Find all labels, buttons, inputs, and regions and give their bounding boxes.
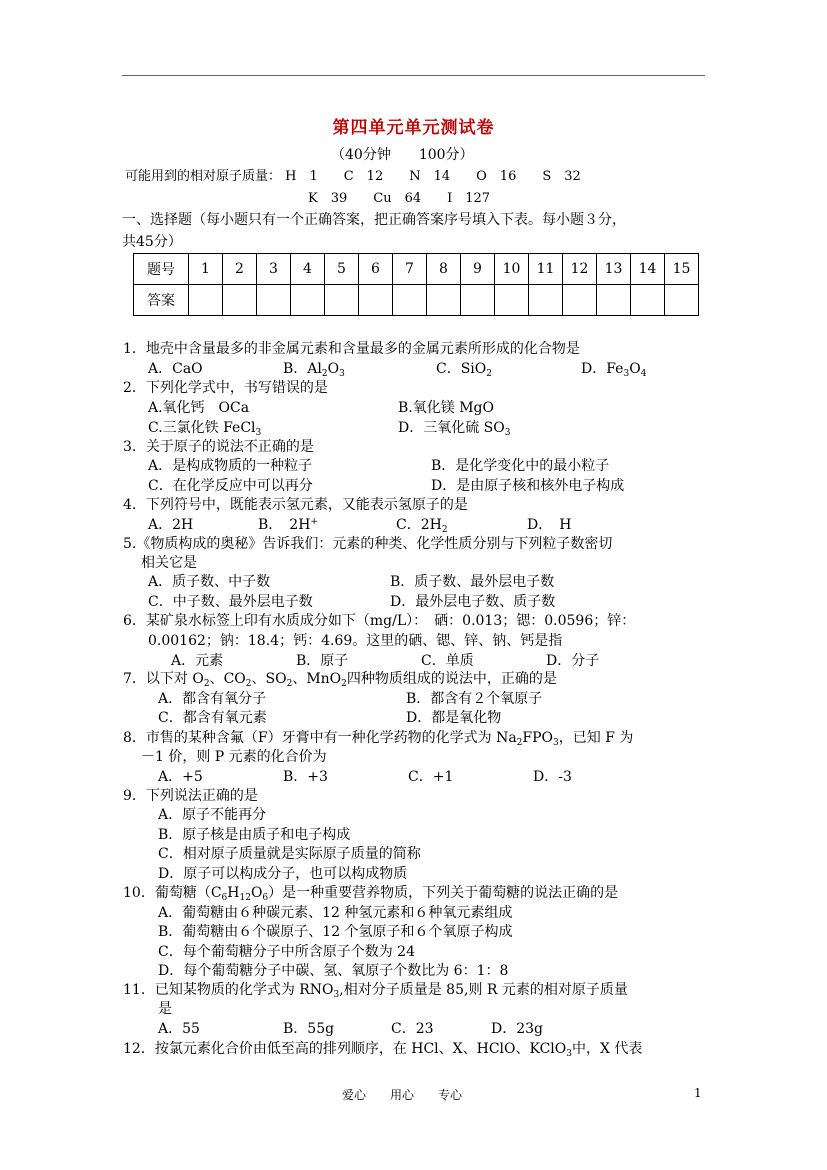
q6-option-a: A．元素 [171,653,224,669]
answer-cell[interactable] [529,285,563,316]
question-number: 8 [427,254,461,285]
question-number: 5 [325,254,359,285]
answer-table [133,253,699,316]
q1-option-b: B．$Al_2O_3$ [283,361,345,379]
row-label-answer: 答案 [134,285,189,316]
question-number: 11 [529,254,563,285]
q1-option-a: A．CaO [148,361,203,377]
q2-option-d: D．三氧化硫 $SO_3$ [398,420,511,438]
question-number: 10 [495,254,529,285]
question-9-stem: 9．下列说法正确的是 [123,788,258,804]
q10-option-b: B．葡萄糖由６个碳原子、12 个氢原子和６个氧原子构成 [158,924,513,940]
question-12-stem: 12．按氯元素化合价由低至高的排列顺序，在 HCl、X、HClO、KClO$_3$中，X 代表 [123,1041,643,1059]
q9-option-c: C．相对原子质量就是实际原子质量的简称 [158,846,421,862]
answer-cell[interactable] [393,285,427,316]
answer-cell[interactable] [631,285,665,316]
question-10-stem: 10．葡萄糖$(C_6H_{12}O_6)$是一种重要营养物质，下列关于葡萄糖的说法正确的是 [123,885,619,903]
section1-heading: 一、选择题（每小题只有一个正确答案，把正确答案序号填入下表。每小题３分， [122,212,626,228]
q3-option-a: A．是构成物质的一种粒子 [148,458,313,474]
q4-option-d: D． H [527,517,572,533]
question-number: 4 [291,254,325,285]
q4-option-a: A．2H [148,517,194,533]
question-number: 12 [563,254,597,285]
footer-motto: 爱心 用心 专心 [342,1088,463,1102]
q7-option-b: B．都含有２个氧原子 [406,691,543,707]
answer-cell[interactable] [291,285,325,316]
q5-option-b: B．质子数、最外层电子数 [390,574,555,590]
answer-cell[interactable] [597,285,631,316]
answer-cell[interactable] [563,285,597,316]
subtitle: （40分钟 100分） [331,147,474,163]
question-6-stem: 6．某矿泉水标签上印有水质成分如下（mg/L）： 硒：0.013；锶：0.0596；锌： [123,613,636,629]
answer-table-answer-row [134,285,699,316]
question-8-stem-cont: －1 价，则 P 元素的化合价为 [141,749,327,765]
q10-option-d: D．每个葡萄糖分子中碳、氢、氧原子个数比为 6：1：8 [158,963,509,979]
q5-option-a: A．质子数、中子数 [148,574,271,590]
q5-option-c: C．中子数、最外层电子数 [148,594,313,610]
answer-cell[interactable] [427,285,461,316]
question-number: 3 [257,254,291,285]
answer-cell[interactable] [359,285,393,316]
page-number: 1 [694,1086,702,1100]
q8-option-c: C．+1 [408,769,454,785]
q11-option-a: A．55 [158,1021,200,1037]
q3-option-b: B．是化学变化中的最小粒子 [431,458,610,474]
question-number: 2 [223,254,257,285]
answer-cell[interactable] [665,285,699,316]
question-number: 6 [359,254,393,285]
question-number: 13 [597,254,631,285]
question-4-stem: 4．下列符号中，既能表示氢元素，又能表示氢原子的是 [123,497,468,513]
question-5-stem-cont: 相关它是 [141,555,197,571]
question-11-stem: 11．已知某物质的化学式为 $RNO_3$,相对分子质量是 85,则 R 元素的相对原子质量 [123,982,628,1000]
question-11-stem-cont: 是 [158,1001,172,1017]
q9-option-d: D．原子可以构成分子，也可以构成物质 [158,866,408,882]
answer-cell[interactable] [495,285,529,316]
q2-option-b: B.氧化镁 MgO [398,400,494,416]
q8-option-d: D．-3 [533,769,572,785]
answer-cell[interactable] [223,285,257,316]
atomic-masses-line1: 可能用到的相对原子质量： H 1 C 12 N 14 O 16 S 32 [125,169,581,184]
question-8-stem: 8．市售的某种含氟（F）牙膏中有一种化学药物的化学式为 $Na_2FPO_3$，已知 F 为 [123,730,634,748]
q4-option-b: B． 2H+ [258,517,318,533]
question-number: 14 [631,254,665,285]
q1-option-d: D．$Fe_3O_4$ [581,361,647,379]
page-title: 第四单元单元测试卷 [332,118,495,138]
answer-cell[interactable] [325,285,359,316]
question-7-stem: 7．以下对 $O_2$、$CO_2$、$SO_2$、MnO$_2$四种物质组成的说法中，正确的是 [123,671,557,689]
q11-option-c: C．23 [391,1021,434,1037]
q3-option-d: D．是由原子核和核外电子构成 [431,478,625,494]
question-3-stem: 3．关于原子的说法不正确的是 [123,439,314,455]
q8-option-a: A．+5 [158,769,203,785]
q4-option-c: C．$2H_2$ [396,517,448,535]
q5-option-d: D．最外层电子数、质子数 [390,594,556,610]
q1-option-c: C．SiO$_2$ [436,361,492,379]
answer-cell[interactable] [461,285,495,316]
answer-cell[interactable] [189,285,223,316]
q10-option-a: A．葡萄糖由６种碳元素、12 种氢元素和６种氧元素组成 [158,905,513,921]
q11-option-d: D．23g [491,1021,544,1037]
row-label-number: 题号 [134,254,189,285]
q9-option-b: B．原子核是由质子和电子构成 [158,827,351,843]
question-1-stem: 1．地壳中含量最多的非金属元素和含量最多的金属元素所形成的化合物是 [123,341,580,357]
question-number: 1 [189,254,223,285]
q3-option-c: C．在化学反应中可以再分 [148,478,313,494]
q11-option-b: B．55g [283,1021,335,1037]
section1-heading-cont: 共45分） [122,234,182,250]
q9-option-a: A．原子不能再分 [158,807,267,823]
q7-option-c: C．都含有氧元素 [158,710,267,726]
q6-option-d: D．分子 [546,653,600,669]
question-2-stem: 2．下列化学式中，书写错误的是 [123,380,328,396]
question-number: 15 [665,254,699,285]
q6-option-c: C．单质 [421,653,474,669]
answer-cell[interactable] [257,285,291,316]
q10-option-c: C．每个葡萄糖分子中所含原子个数为 24 [158,944,415,960]
answer-table-number-row [134,254,699,285]
q6-option-b: B．原子 [296,653,349,669]
q2-option-a: A.氧化钙 OCa [148,400,250,416]
question-6-stem-cont: 0.00162；钠：18.4；钙：4.69。这里的硒、锶、锌、钠、钙是指 [148,633,563,649]
q8-option-b: B．+3 [283,769,328,785]
question-5-stem: 5.《物质构成的奥秘》告诉我们：元素的种类、化学性质分别与下列粒子数密切 [123,536,613,552]
question-number: 7 [393,254,427,285]
atomic-masses-line2: K 39 Cu 64 I 127 [308,191,491,206]
q7-option-d: D．都是氧化物 [406,710,502,726]
question-number: 9 [461,254,495,285]
header-rule [122,75,705,76]
q2-option-c: C.三氯化铁 FeCl$_3$ [148,420,262,438]
q7-option-a: A．都含有氧分子 [158,691,267,707]
